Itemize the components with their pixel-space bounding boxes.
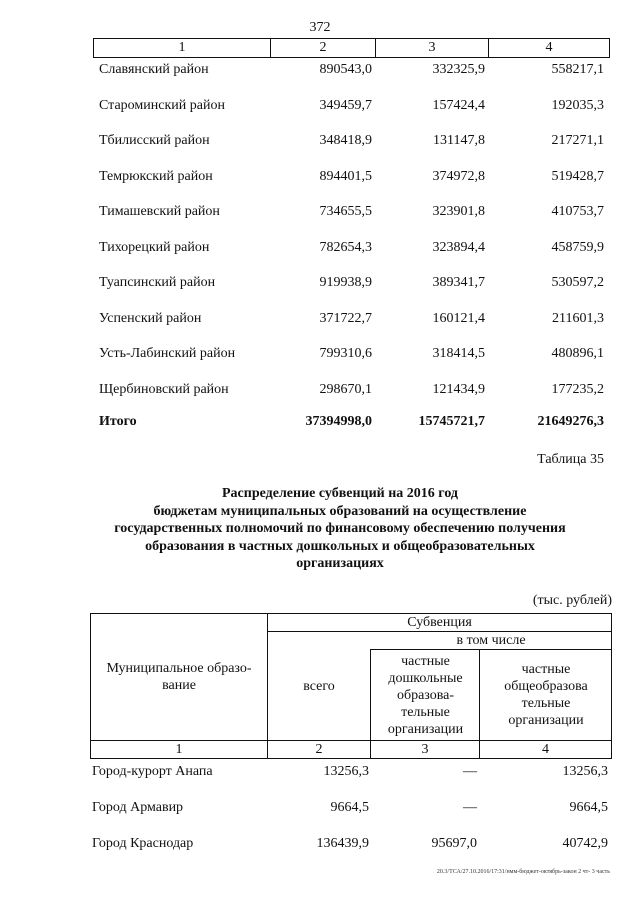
district-name: Туапсинский район [99,275,216,290]
value-total: 348418,9 [319,133,372,148]
value-total: 349459,7 [319,97,372,113]
table-row [90,832,612,868]
value-preschool: 95697,0 [431,836,477,851]
table1-col-number: 2 [270,39,375,57]
value-total: 890543,0 [319,62,372,77]
value-col3: 318414,5 [432,346,485,361]
district-name: Усть-Лабинский район [99,346,236,361]
value-total: 9664,5 [330,800,369,815]
value-col4: 530597,2 [551,275,604,290]
value-total: 298670,1 [319,381,372,397]
header-municipality: Муниципальное образо-вание [106,661,252,693]
district-name: Щербиновский район [99,381,229,397]
municipality-name: Город-курорт Анапа [92,764,213,779]
value-preschool: — [463,764,477,779]
table-row [93,235,610,271]
value-col4: 410753,7 [551,204,604,219]
value-general: 13256,3 [562,764,608,779]
table1-header [93,38,610,58]
value-total: 894401,5 [319,168,372,184]
value-col3: 389341,7 [432,275,485,290]
value-total: 13256,3 [323,764,369,779]
value-col4: 458759,9 [551,239,604,255]
table1-col-number: 3 [375,39,488,57]
district-name: Темрюкский район [99,168,213,184]
value-col3: 374972,8 [432,168,485,184]
value-col3: 323901,8 [432,204,485,219]
total-value-col4: 21649276,3 [537,414,604,429]
table-label: Таблица 35 [537,452,604,467]
value-total: 371722,7 [319,310,372,326]
district-name: Тихорецкий район [99,239,210,255]
header-including: в том числе [456,633,526,648]
table2-col-number: 3 [421,742,429,757]
table2-body [90,760,612,868]
value-total: 734655,5 [319,204,372,219]
title-line: организациях [296,556,384,571]
value-total: 782654,3 [319,239,372,255]
title-line: образования в частных дошкольных и общеобразовательных [145,538,535,554]
total-value-col3: 15745721,7 [418,414,485,429]
table-row [93,270,610,306]
value-col4: 211601,3 [552,310,604,326]
table-row [93,164,610,200]
value-col3: 121434,9 [432,381,485,397]
table-row [93,341,610,377]
value-col3: 332325,9 [432,62,485,77]
value-col3: 160121,4 [432,310,485,326]
total-row [93,414,610,436]
value-general: 9664,5 [569,800,608,815]
units-label: (тыс. рублей) [532,593,612,608]
table-row [93,93,610,129]
table-row [93,306,610,342]
table1-col-number: 4 [488,39,609,57]
value-col3: 157424,4 [432,97,485,113]
district-name: Славянский район [99,62,209,77]
header-preschool: частные дошкольные образова-тельные организации [387,653,464,737]
title-line: государственных полномочий по финансовому обеспечению получения [114,521,566,536]
title-line: Распределение субвенций на 2016 год [222,486,458,501]
table-row [93,57,610,93]
header-general: частные общеобразова тельные организации [504,662,588,728]
value-total: 799310,6 [319,346,372,361]
district-name: Тимашевский район [99,204,220,219]
table-row [93,199,610,235]
table2-col-number: 1 [175,742,183,757]
value-col4: 480896,1 [551,346,604,361]
value-col3: 323894,4 [432,239,485,255]
table-row [93,377,610,413]
table2-col-number: 2 [315,742,323,757]
value-preschool: — [463,800,477,815]
table-row [93,128,610,164]
municipality-name: Город Краснодар [92,836,194,851]
value-col4: 558217,1 [551,62,604,77]
value-total: 136439,9 [316,836,369,851]
table1-col-number: 1 [178,40,186,55]
municipality-name: Город Армавир [92,800,184,815]
value-col4: 177235,2 [551,381,604,397]
table2-header [90,613,612,759]
value-col4: 217271,1 [551,133,604,148]
value-general: 40742,9 [562,836,608,851]
value-total: 919938,9 [319,275,372,290]
district-name: Тбилисский район [99,133,210,148]
total-value-col2: 37394998,0 [305,414,372,429]
page-number: 372 [309,20,331,35]
header-total: всего [303,678,335,694]
value-col4: 519428,7 [551,168,604,184]
title-line: бюджетам муниципальных образований на осуществление [153,503,527,519]
header-subvention: Субвенция [407,615,472,630]
table-row [90,796,612,832]
table1-body [93,57,610,412]
section-title [70,485,610,573]
footer-stamp: 20.3/ТСА/27.10.2016/17:31/нмм-бюджет-октябрь-закон 2 чт- 3 часть [436,869,610,875]
table-row [90,760,612,796]
value-col4: 192035,3 [551,97,604,113]
district-name: Староминский район [99,97,225,113]
table2-col-number: 4 [542,742,549,757]
total-label: Итого [99,414,137,429]
district-name: Успенский район [99,310,202,326]
value-col3: 131147,8 [433,133,485,148]
